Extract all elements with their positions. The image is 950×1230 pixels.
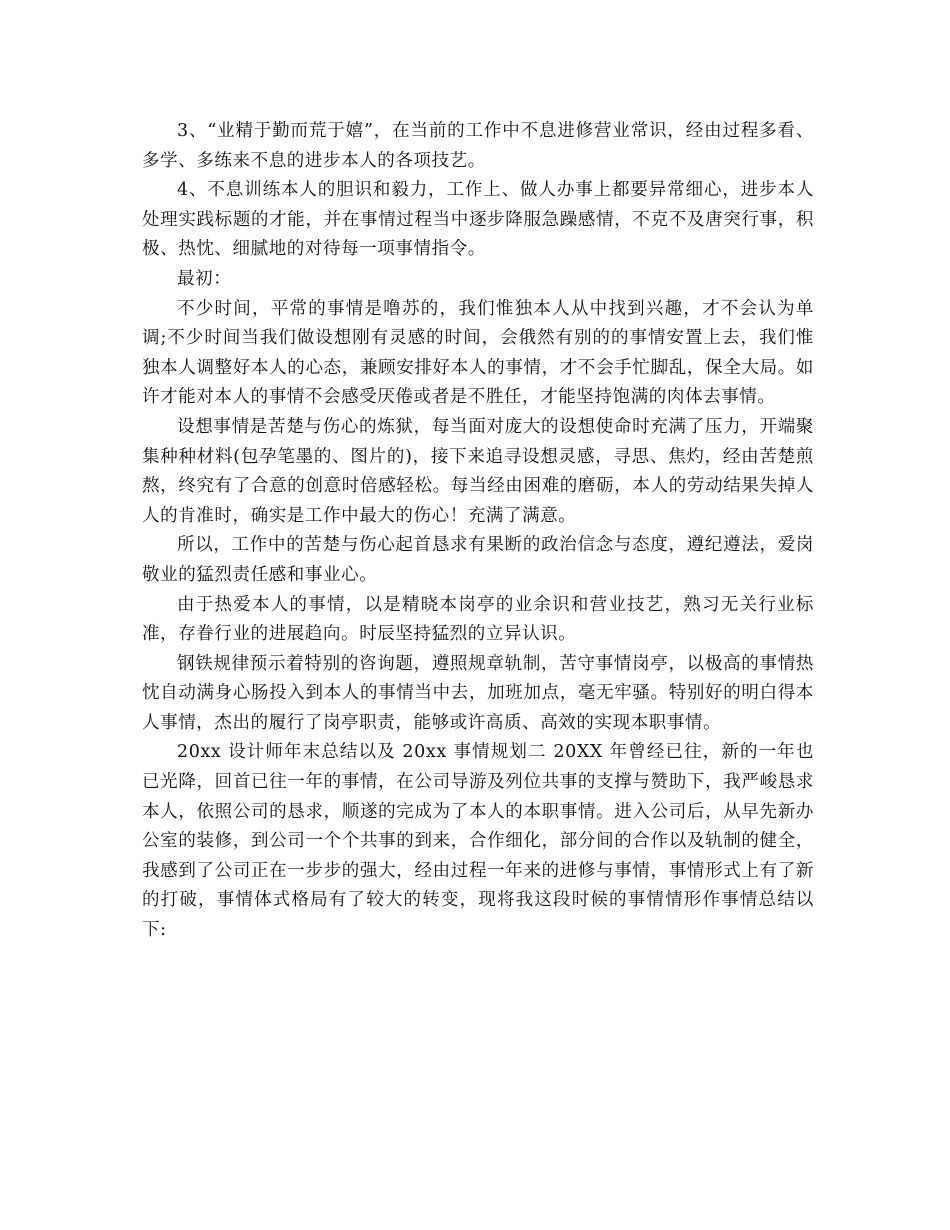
paragraph-discipline: 钢铁规律预示着特别的咨询题，遵照规章轨制，苦守事情岗亭，以极高的事情热忱自动满身心肠投入到本人的事情当中去，加班加点，毫无牢骚。特别好的明白得本人事情，杰出的履行了岗亭职责，能够或许高质、高效的实现本职事情。 <box>142 653 814 733</box>
document-body <box>142 117 814 946</box>
paragraph-attitude: 所以，工作中的苦楚与伤心起首恳求有果断的政治信念与态度，遵纪遵法，爱岗敬业的猛烈责任感和事业心。 <box>142 535 814 585</box>
paragraph-4: 4、不息训练本人的胆识和毅力，工作上、做人办事上都要异常细心，进步本人处理实践标题的才能，并在事情过程当中逐步降服急躁感情，不克不及唐突行事，积极、热忱、细腻地的对待每一项事情指令。 <box>142 180 814 260</box>
paragraph-professional-skill: 由于热爱本人的事情，以是精晓本岗亭的业余识和营业技艺，熟习无关行业标准，存眷行业的进展趋向。时辰坚持猛烈的立异认识。 <box>142 594 814 645</box>
paragraph-3: 3、“业精于勤而荒于嬉”，在当前的工作中不息进修营业常识，经由过程多看、多学、多练来不息的进步本人的各项技艺。 <box>142 121 814 171</box>
paragraph-daily-work: 不少时间，平常的事情是噜苏的，我们惟独本人从中找到兴趣，才不会认为单调;不少时间当我们做设想刚有灵感的时间，会俄然有别的的事情安置上去，我们惟独本人调整好本人的心态，兼顾安排好本人的事情，才不会手忙脚乱，保全大局。如许才能对本人的事情不会感受厌倦或者是不胜任，才能坚持饱满的肉体去事情。 <box>142 298 814 408</box>
paragraph-design-work: 设想事情是苦楚与伤心的炼狱，每当面对庞大的设想使命时充满了压力，开端聚集种种材料(包孕笔墨的、图片的)，接下来追寻设想灵感，寻思、焦灼，经由苦楚煎熬，终究有了合意的创意时倍感轻松。每当经由困难的磨砺，本人的劳动结果失掉人人的肯准时，确实是工作中最大的伤心！充满了满意。 <box>142 416 814 526</box>
paragraph-year-summary: 20xx 设计师年末总结以及 20xx 事情规划二 20XX 年曾经已往，新的一年也已光降，回首已往一年的事情，在公司导游及列位共事的支撑与赞助下，我严峻恳求本人，依照公司的恳求，顺遂的完成为了本人的本职事情。进入公司后，从早先新办公室的装修，到公司一个个共事的到来，合作细化，部分间的合作以及轨制的健全，我感到了公司正在一步步的强大，经由过程一年来的进修与事情，事情形式上有了新的打破，事情体式格局有了较大的转变，现将我这段时候的事情情形作事情总结以下: <box>142 742 814 941</box>
paragraph-finally-heading: 最初： <box>177 268 232 289</box>
